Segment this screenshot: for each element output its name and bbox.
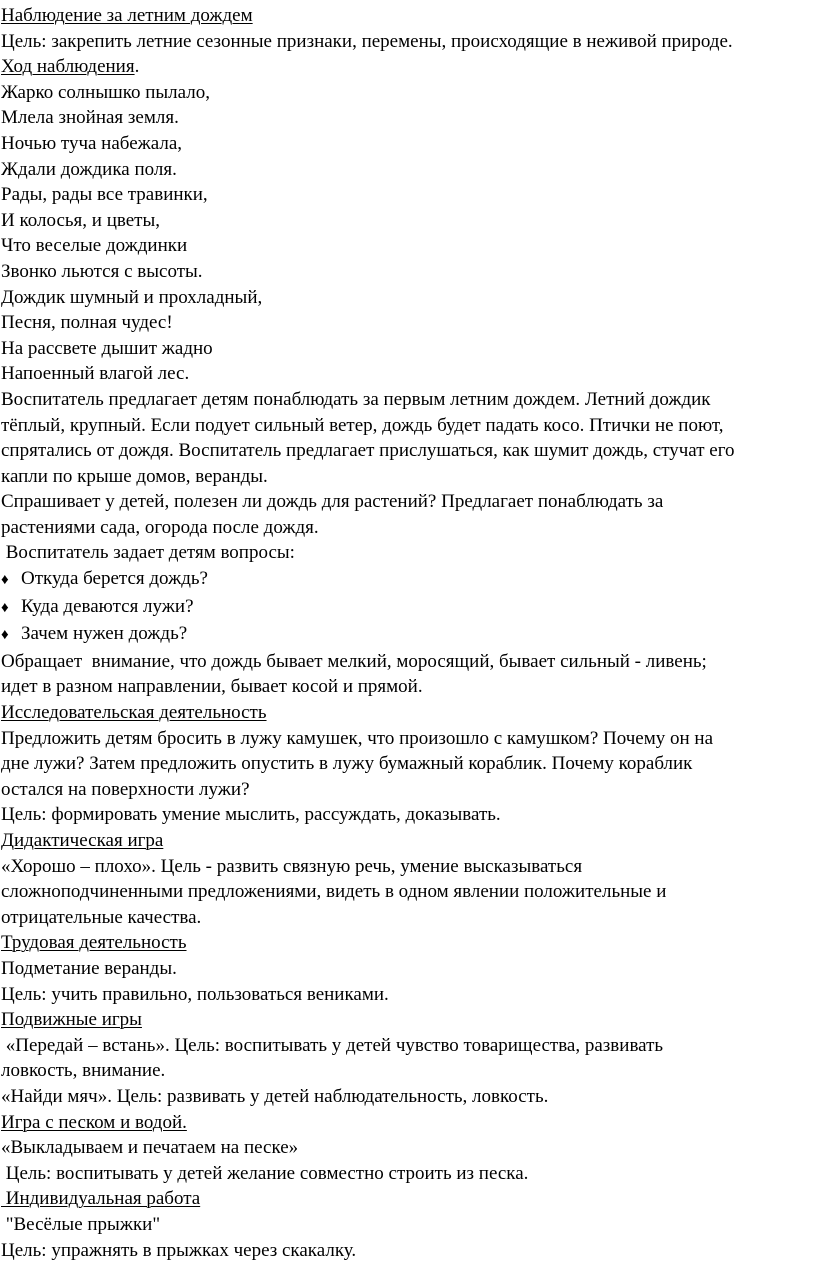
paragraph-line: Обращает внимание, что дождь бывает мелкий, моросящий, бывает сильный - ливень; bbox=[1, 649, 816, 675]
progress-heading-suffix: . bbox=[135, 56, 140, 77]
paragraph-line: Спрашивает у детей, полезен ли дождь для растений? Предлагает понаблюдать за bbox=[1, 489, 816, 515]
paragraph-line: Воспитатель предлагает детям понаблюдать за первым летним дождем. Летний дождик bbox=[1, 387, 816, 413]
document-title: Наблюдение за летним дождем bbox=[1, 3, 816, 29]
section-line: Цель: упражнять в прыжках через скакалку. bbox=[1, 1238, 816, 1263]
section-didactic-game bbox=[1, 828, 816, 930]
section-line: Предложить детям бросить в лужу камушек, что произошло с камушком? Почему он на bbox=[1, 726, 816, 752]
section-line: "Весёлые прыжки" bbox=[1, 1212, 816, 1238]
question-text: Куда деваются лужи? bbox=[21, 596, 194, 617]
paragraph-line: капли по крыше домов, веранды. bbox=[1, 464, 816, 490]
paragraph-line: тёплый, крупный. Если подует сильный ветер, дождь будет падать косо. Птички не поют, bbox=[1, 413, 816, 439]
progress-heading: Ход наблюдения bbox=[1, 56, 135, 77]
section-line: «Выкладываем и печатаем на песке» bbox=[1, 1135, 816, 1161]
section-line: «Передай – встань». Цель: воспитывать у детей чувство товарищества, развивать bbox=[1, 1033, 816, 1059]
list-item bbox=[1, 566, 816, 594]
progress-heading-line bbox=[1, 54, 816, 80]
section-line: остался на поверхности лужи? bbox=[1, 777, 816, 803]
paragraph-line: спрятались от дождя. Воспитатель предлагает прислушаться, как шумит дождь, стучат его bbox=[1, 438, 816, 464]
paragraph-rain-types bbox=[1, 649, 816, 700]
list-item bbox=[1, 621, 816, 649]
poem-line: Жарко солнышко пылало, bbox=[1, 80, 816, 106]
poem-line: И колосья, и цветы, bbox=[1, 208, 816, 234]
section-active-games bbox=[1, 1007, 816, 1109]
section-research bbox=[1, 700, 816, 828]
section-line: «Хорошо – плохо». Цель - развить связную речь, умение высказываться bbox=[1, 854, 816, 880]
section-individual-work bbox=[1, 1186, 816, 1263]
diamond-bullet-icon: ♦ bbox=[1, 623, 21, 649]
poem-line: На рассвете дышит жадно bbox=[1, 336, 816, 362]
poem-line: Рады, рады все травинки, bbox=[1, 182, 816, 208]
section-line: Подметание веранды. bbox=[1, 956, 816, 982]
section-line: дне лужи? Затем предложить опустить в лужу бумажный кораблик. Почему кораблик bbox=[1, 751, 816, 777]
questions-intro: Воспитатель задает детям вопросы: bbox=[1, 540, 816, 566]
paragraph-observation bbox=[1, 387, 816, 489]
list-item bbox=[1, 594, 816, 622]
paragraph-plants bbox=[1, 489, 816, 540]
section-heading: Дидактическая игра bbox=[1, 828, 816, 854]
question-text: Зачем нужен дождь? bbox=[21, 623, 187, 644]
section-line: отрицательные качества. bbox=[1, 905, 816, 931]
section-heading: Индивидуальная работа bbox=[1, 1186, 816, 1212]
diamond-bullet-icon: ♦ bbox=[1, 596, 21, 622]
poem-line: Песня, полная чудес! bbox=[1, 310, 816, 336]
section-line: сложноподчиненными предложениями, видеть в одном явлении положительные и bbox=[1, 879, 816, 905]
paragraph-line: идет в разном направлении, бывает косой и прямой. bbox=[1, 674, 816, 700]
section-goal: Цель: формировать умение мыслить, рассуждать, доказывать. bbox=[1, 802, 816, 828]
section-labor bbox=[1, 930, 816, 1007]
poem-line: Что веселые дождинки bbox=[1, 233, 816, 259]
poem-line: Звонко льются с высоты. bbox=[1, 259, 816, 285]
poem bbox=[1, 80, 816, 387]
section-line: ловкость, внимание. bbox=[1, 1058, 816, 1084]
poem-line: Млела знойная земля. bbox=[1, 105, 816, 131]
section-heading: Трудовая деятельность bbox=[1, 930, 816, 956]
goal-line: Цель: закрепить летние сезонные признаки, перемены, происходящие в неживой природе. bbox=[1, 29, 816, 55]
poem-line: Дождик шумный и прохладный, bbox=[1, 285, 816, 311]
section-line: «Найди мяч». Цель: развивать у детей наблюдательность, ловкость. bbox=[1, 1084, 816, 1110]
section-heading: Подвижные игры bbox=[1, 1007, 816, 1033]
poem-line: Ночью туча набежала, bbox=[1, 131, 816, 157]
section-heading: Исследовательская деятельность bbox=[1, 700, 816, 726]
section-line: Цель: учить правильно, пользоваться вениками. bbox=[1, 982, 816, 1008]
question-text: Откуда берется дождь? bbox=[21, 568, 208, 589]
section-heading: Игра с песком и водой. bbox=[1, 1110, 816, 1136]
questions-list bbox=[1, 566, 816, 649]
poem-line: Напоенный влагой лес. bbox=[1, 361, 816, 387]
section-line: Цель: воспитывать у детей желание совместно строить из песка. bbox=[1, 1161, 816, 1187]
section-sand-water bbox=[1, 1110, 816, 1187]
diamond-bullet-icon: ♦ bbox=[1, 568, 21, 594]
paragraph-line: растениями сада, огорода после дождя. bbox=[1, 515, 816, 541]
poem-line: Ждали дождика поля. bbox=[1, 157, 816, 183]
